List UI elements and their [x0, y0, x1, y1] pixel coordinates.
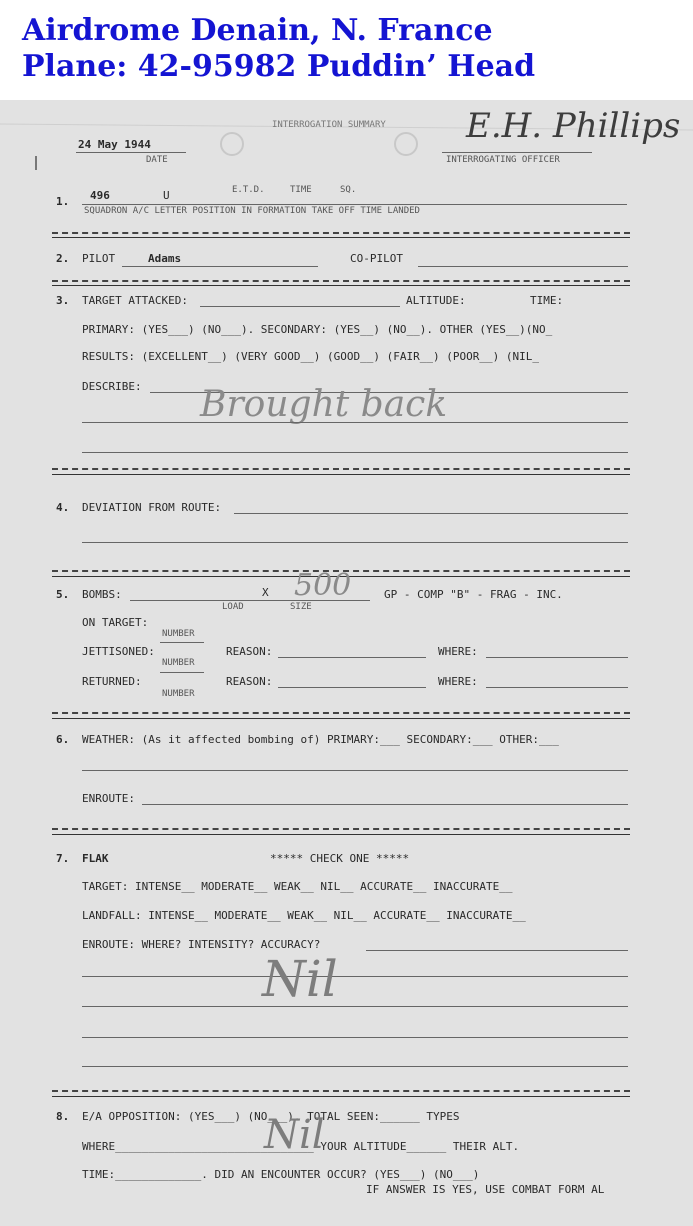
- flak-handwriting: Nil: [262, 950, 338, 1008]
- opposition-line: E/A OPPOSITION: (YES___) (NO___). TOTAL SEEN:______ TYPES: [82, 1110, 460, 1123]
- jettisoned-reason-rule: [278, 657, 426, 658]
- opposition-handwriting: Nil: [264, 1112, 325, 1158]
- weather-rule: [82, 770, 628, 771]
- primary-line: PRIMARY: (YES___) (NO___). SECONDARY: (YES__) (NO__). OTHER (YES__)(NO_: [82, 323, 553, 336]
- describe-rule-3: [82, 452, 628, 453]
- time-label: TIME:: [530, 294, 564, 307]
- jettisoned-label: JETTISONED:: [82, 645, 155, 658]
- on-target-label: ON TARGET:: [82, 616, 149, 629]
- s6-divider: [52, 828, 630, 830]
- date-rule: [76, 152, 186, 153]
- s8-number: 8.: [56, 1110, 70, 1123]
- date-caption: DATE: [146, 155, 168, 165]
- returned-where-label: WHERE:: [438, 675, 478, 688]
- flak-enroute-rule-1: [366, 950, 628, 951]
- pilot-rule: [122, 266, 318, 267]
- describe-label: DESCRIBE:: [82, 380, 142, 393]
- s3-number: 3.: [56, 294, 70, 307]
- copilot-label: CO-PILOT: [350, 252, 403, 265]
- s6-number: 6.: [56, 733, 70, 746]
- s2-divider: [52, 280, 630, 282]
- deviation-rule-2: [82, 542, 628, 543]
- s7-divider: [52, 1090, 630, 1092]
- describe-rule-2: [82, 422, 628, 423]
- jettisoned-number-rule: [160, 642, 204, 643]
- flak-enroute-rule-4: [82, 1037, 628, 1038]
- s2-number: 2.: [56, 252, 70, 265]
- pilot-value: Adams: [148, 252, 182, 265]
- flak-target-line: TARGET: INTENSE__ MODERATE__ WEAK__ NIL__ ACCURATE__ INACCURATE__: [82, 880, 513, 893]
- s1-labels: SQUADRON A/C LETTER POSITION IN FORMATION TAKE OFF TIME LANDED: [84, 206, 420, 216]
- number-caption-2: NUMBER: [162, 658, 195, 668]
- flak-enroute-rule-3: [82, 1006, 628, 1007]
- bombs-x: X: [262, 586, 269, 599]
- target-rule: [200, 306, 400, 307]
- combat-note: IF ANSWER IS YES, USE COMBAT FORM AL: [366, 1183, 605, 1196]
- flak-enroute-rule-5: [82, 1066, 628, 1067]
- returned-number-rule: [160, 672, 204, 673]
- s7-number: 7.: [56, 852, 70, 865]
- s1-divider-2: [52, 237, 630, 238]
- number-caption-1: NUMBER: [162, 629, 195, 639]
- weather-line: WEATHER: (As it affected bombing of) PRIMARY:___ SECONDARY:___ OTHER:___: [82, 733, 559, 746]
- pilot-label: PILOT: [82, 252, 116, 265]
- s3-divider: [52, 468, 630, 470]
- plane-title: Plane: 42-95982 Puddin’ Head: [22, 49, 536, 84]
- results-line: RESULTS: (EXCELLENT__) (VERY GOOD__) (GOOD__) (FAIR__) (POOR__) (NIL_: [82, 350, 539, 363]
- etd-value: E.T.D.: [232, 185, 265, 195]
- form-title: INTERROGATION SUMMARY: [272, 120, 386, 130]
- time-value: TIME: [290, 185, 312, 195]
- returned-reason-rule: [278, 687, 426, 688]
- s1-number: 1.: [56, 195, 70, 208]
- time-line: TIME:_____________. DID AN ENCOUNTER OCCUR? (YES___) (NO___): [82, 1168, 480, 1181]
- number-caption-3: NUMBER: [162, 689, 195, 699]
- copilot-rule: [418, 266, 628, 267]
- s6-divider-2: [52, 834, 630, 835]
- flak-label: FLAK: [82, 852, 109, 865]
- scanned-form: [0, 100, 693, 1226]
- date-value: 24 May 1944: [78, 138, 151, 151]
- returned-where-rule: [486, 687, 628, 688]
- jettisoned-where-label: WHERE:: [438, 645, 478, 658]
- flak-enroute-rule-2: [82, 976, 628, 977]
- caption-header: [0, 0, 693, 100]
- squadron-value: 496: [90, 189, 110, 202]
- jettisoned-reason-label: REASON:: [226, 645, 273, 658]
- officer-signature: E.H. Phillips: [466, 106, 681, 146]
- officer-rule: [442, 152, 592, 153]
- s3-divider-2: [52, 474, 630, 475]
- s2-divider-2: [52, 285, 630, 286]
- s5-divider: [52, 712, 630, 714]
- s1-rule: [82, 204, 627, 205]
- check-one: ***** CHECK ONE *****: [270, 852, 410, 865]
- deviation-rule-1: [234, 513, 628, 514]
- ac-letter-value: U: [163, 189, 170, 202]
- s7-divider-2: [52, 1096, 630, 1097]
- s5-number: 5.: [56, 588, 70, 601]
- flak-enroute-line: ENROUTE: WHERE? INTENSITY? ACCURACY?: [82, 938, 321, 951]
- flak-landfall-line: LANDFALL: INTENSE__ MODERATE__ WEAK__ NIL__ ACCURATE__ INACCURATE__: [82, 909, 526, 922]
- returned-label: RETURNED:: [82, 675, 142, 688]
- jettisoned-where-rule: [486, 657, 628, 658]
- s1-divider: [52, 232, 630, 234]
- bombs-label: BOMBS:: [82, 588, 122, 601]
- load-caption: LOAD: [222, 602, 244, 612]
- target-attacked-label: TARGET ATTACKED:: [82, 294, 188, 307]
- s4-number: 4.: [56, 501, 70, 514]
- officer-caption: INTERROGATING OFFICER: [446, 155, 560, 165]
- sq-value: SQ.: [340, 185, 357, 195]
- scan-artifacts: [0, 100, 693, 1226]
- enroute-rule: [142, 804, 628, 805]
- returned-reason-label: REASON:: [226, 675, 273, 688]
- s5-divider-2: [52, 718, 630, 719]
- altitude-label: ALTITUDE:: [406, 294, 466, 307]
- bomb-types: GP - COMP "B" - FRAG - INC.: [384, 588, 563, 601]
- size-caption: SIZE: [290, 602, 312, 612]
- enroute-label: ENROUTE:: [82, 792, 135, 805]
- describe-handwriting: Brought back: [200, 384, 448, 425]
- deviation-label: DEVIATION FROM ROUTE:: [82, 501, 222, 514]
- airdrome-title: Airdrome Denain, N. France: [22, 13, 493, 48]
- bombs-handwriting: 500: [294, 568, 352, 603]
- where-line: WHERE______________________________ YOUR ALTITUDE______ THEIR ALT.: [82, 1140, 520, 1153]
